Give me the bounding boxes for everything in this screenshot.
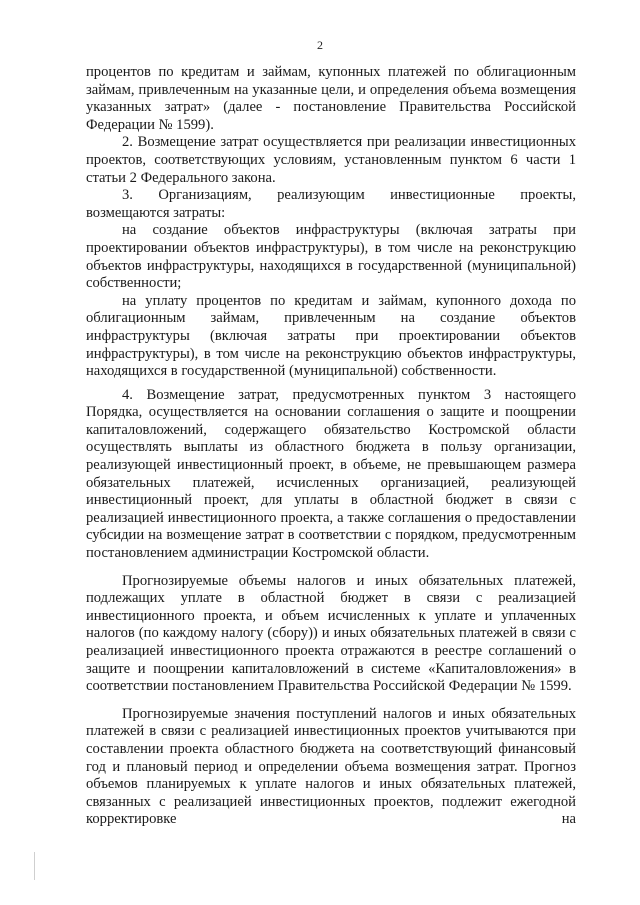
paragraph-forecast-values: Прогнозируемые значения поступлений налогов и иных обязательных платежей в связи с реализацией инвестиционных проектов учитываются при составлении проекта областного бюджета на соответствующий финансовый год и плановый период и определении объема возмещения затрат. Прогноз объемов планируемых к уплате налогов и иных обязательных платежей, связанных с реализацией инвестиционных проектов, подлежит ежегодной корректировке на: [86, 705, 576, 828]
paragraph-item-4: 4. Возмещение затрат, предусмотренных пунктом 3 настоящего Порядка, осуществляется на основании соглашения о защите и поощрении капиталовложений, содержащего обязательство Костромской области осуществлять выплаты из областного бюджета в пользу организации, реализующей инвестиционный проект, в объеме, не превышающем размера обязательных платежей, исчисленных организацией, реализующей инвестиционный проект, для уплаты в областной бюджет в связи с реализацией инвестиционного проекта, а также соглашения о предоставлении субсидии на возмещение затрат в соответствии с порядком, предусмотренным постановлением администрации Костромской области.: [86, 386, 576, 562]
document-body: [86, 64, 576, 829]
paragraph-forecast-volumes: Прогнозируемые объемы налогов и иных обязательных платежей, подлежащих уплате в областной бюджет в связи с реализацией инвестиционного проекта, и объем исчисленных к уплате и уплаченных налогов (по каждому налогу (сбору)) и иных обязательных платежей в связи с реализацией инвестиционного проекта отражаются в реестре соглашений о защите и поощрении капиталовложений в системе «Капиталовложения» в соответствии постановлением Правительства Российской Федерации № 1599.: [86, 572, 576, 695]
page-number: 2: [317, 38, 323, 52]
paragraph-item-3-infrastructure: на создание объектов инфраструктуры (включая затраты при проектировании объектов инфраструктуры), в том числе на реконструкцию объектов инфраструктуры, находящихся в государственной (муниципальной) собственности;: [86, 222, 576, 292]
paragraph-item-3: 3. Организациям, реализующим инвестиционные проекты, возмещаются затраты:: [86, 187, 576, 221]
paragraph-item-3-interest: на уплату процентов по кредитам и займам, купонного дохода по облигационным займам, привлеченным на создание объектов инфраструктуры (включая затраты при проектировании объектов инфраструктуры), в том числе на реконструкцию объектов инфраструктуры, находящихся в государственной (муниципальной) собственности.: [86, 292, 576, 380]
paragraph-item-2: 2. Возмещение затрат осуществляется при реализации инвестиционных проектов, соответствующих условиям, установленным пунктом 6 части 1 статьи 2 Федерального закона.: [86, 134, 576, 186]
paragraph-continuation: процентов по кредитам и займам, купонных платежей по облигационным займам, привлеченным на указанные цели, и определения объема возмещения указанных затрат» (далее - постановление Правительства Российской Федерации № 1599).: [86, 64, 576, 133]
scan-edge-mark: [34, 852, 35, 880]
